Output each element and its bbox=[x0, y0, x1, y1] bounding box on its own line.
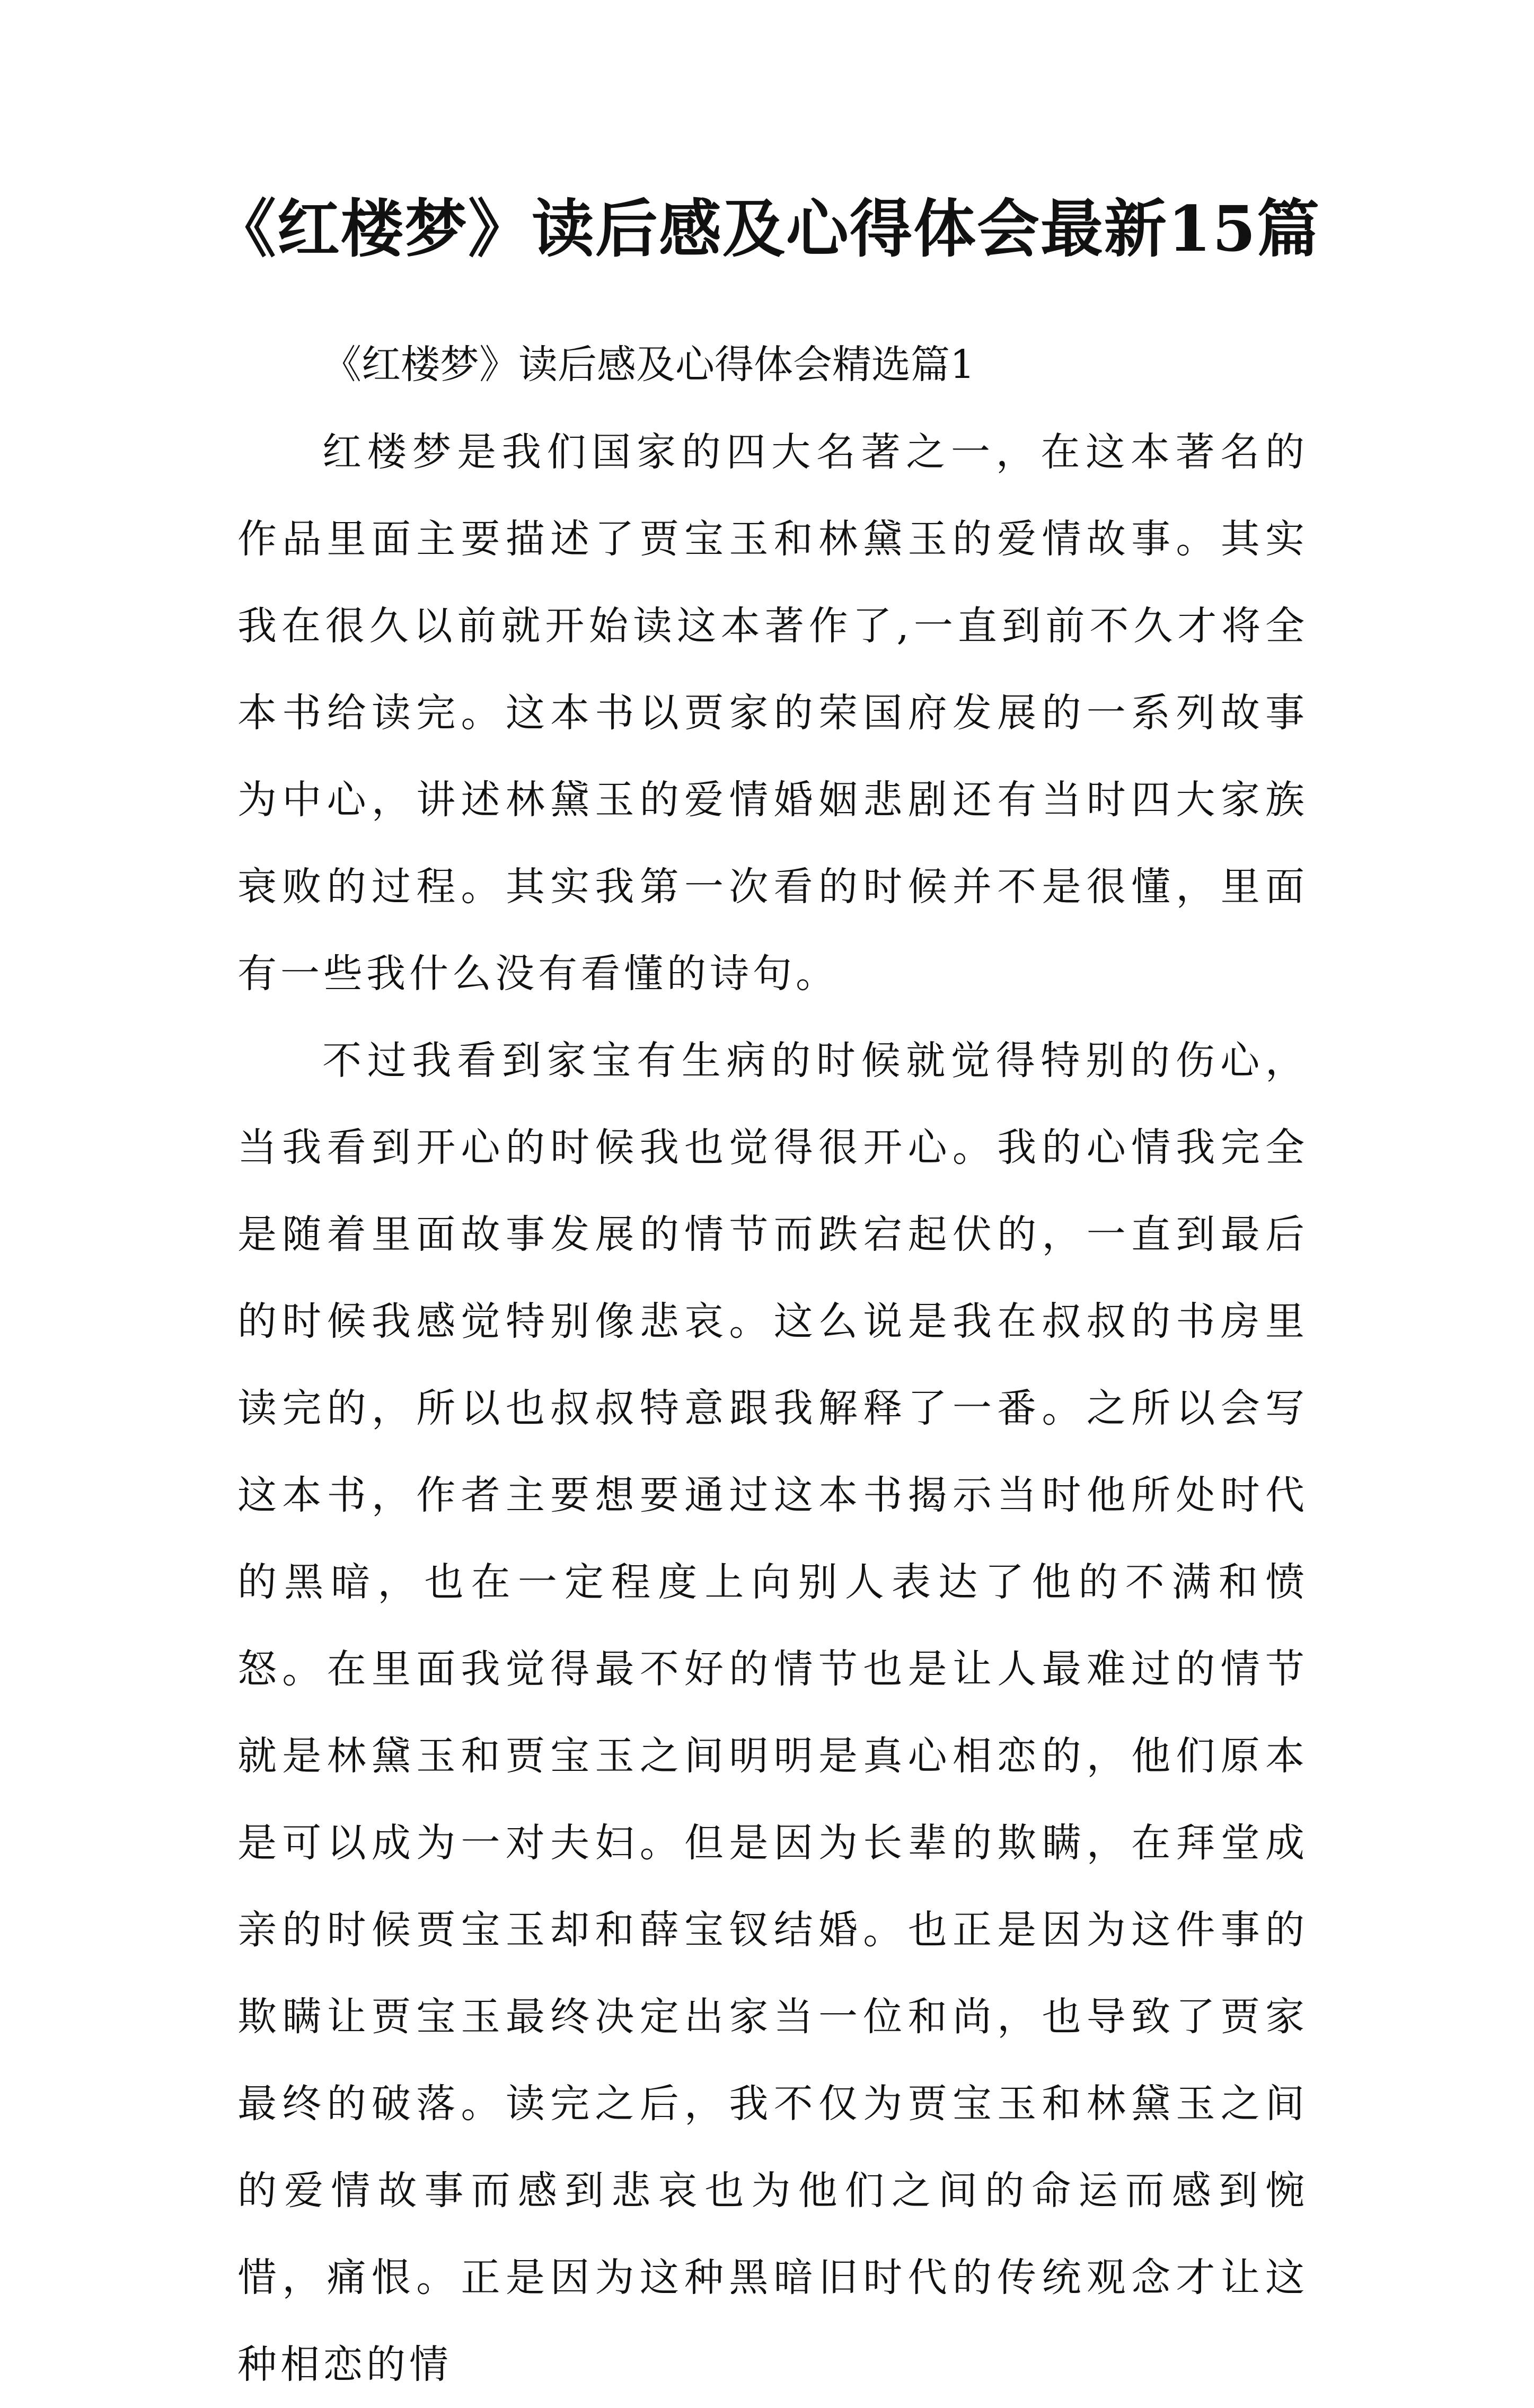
paragraph-1: 红楼梦是我们国家的四大名著之一，在这本著名的作品里面主要描述了贾宝玉和林黛玉的爱情故事。其实我在很久以前就开始读这本著作了,一直到前不久才将全本书给读完。这本书以贾家的荣国府发展的一系列故事为中心，讲述林黛玉的爱情婚姻悲剧还有当时四大家族衰败的过程。其实我第一次看的时候并不是很懂，里面有一些我什么没有看懂的诗句。 bbox=[237, 429, 1308, 996]
document-title: 《红楼梦》读后感及心得体会最新15篇 bbox=[213, 192, 1321, 266]
section-heading: 《红楼梦》读后感及心得体会精选篇1 bbox=[322, 342, 975, 387]
document-body bbox=[237, 321, 1308, 2408]
paragraph-2: 不过我看到家宝有生病的时候就觉得特别的伤心，当我看到开心的时候我也觉得很开心。我的心情我完全是随着里面故事发展的情节而跌宕起伏的，一直到最后的时候我感觉特别像悲哀。这么说是我在叔叔的书房里读完的，所以也叔叔特意跟我解释了一番。之所以会写这本书，作者主要想要通过这本书揭示当时他所处时代的黑暗，也在一定程度上向别人表达了他的不满和愤怒。在里面我觉得最不好的情节也是让人最难过的情节就是林黛玉和贾宝玉之间明明是真心相恋的，他们原本是可以成为一对夫妇。但是因为长辈的欺瞒，在拜堂成亲的时候贾宝玉却和薛宝钗结婚。也正是因为这件事的欺瞒让贾宝玉最终决定出家当一位和尚，也导致了贾家最终的破落。读完之后，我不仅为贾宝玉和林黛玉之间的爱情故事而感到悲哀也为他们之间的命运而感到惋惜，痛恨。正是因为这种黑暗旧时代的传统观念才让这种相恋的情 bbox=[237, 1038, 1308, 2387]
